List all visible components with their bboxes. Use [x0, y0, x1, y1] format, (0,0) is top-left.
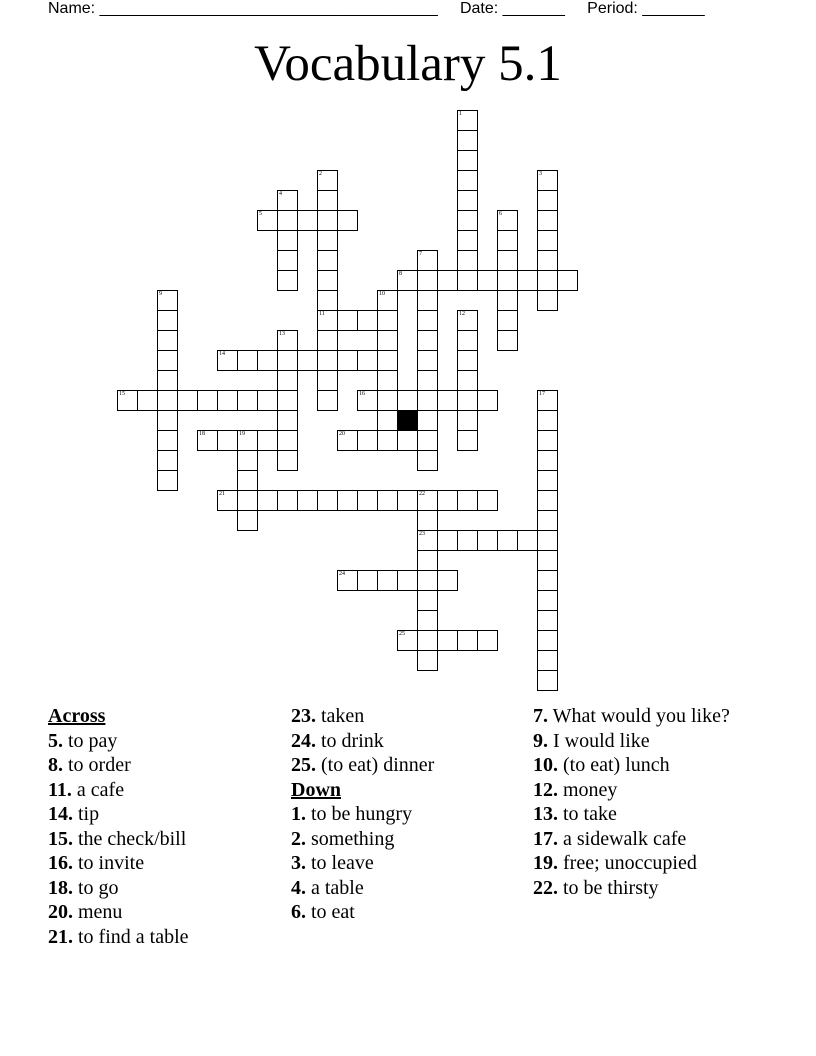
crossword-cell[interactable] [437, 630, 458, 651]
crossword-cell[interactable] [497, 310, 518, 331]
crossword-cell[interactable] [417, 390, 438, 411]
crossword-cell[interactable] [457, 210, 478, 231]
crossword-cell[interactable] [537, 250, 558, 271]
crossword-cell[interactable] [457, 170, 478, 191]
crossword-cell[interactable] [317, 330, 338, 351]
clue-down-7: 7. What would you like? [533, 705, 730, 727]
crossword-cell[interactable] [337, 430, 358, 451]
crossword-cell[interactable] [237, 430, 258, 451]
page-title: Vocabulary 5.1 [254, 36, 562, 92]
crossword-cell[interactable] [437, 490, 458, 511]
name-field[interactable]: Name: ______________________________________ [48, 0, 438, 17]
crossword-cell[interactable] [537, 570, 558, 591]
crossword-cell[interactable] [417, 290, 438, 311]
clue-across-25: 25. (to eat) dinner [291, 754, 435, 776]
crossword-cell[interactable] [537, 450, 558, 471]
clue-across-8: 8. to order [48, 754, 131, 776]
clue-across-15: 15. the check/bill [48, 827, 187, 850]
crossword-cell[interactable] [457, 270, 478, 291]
crossword-cell[interactable] [317, 370, 338, 391]
crossword-cell[interactable] [457, 350, 478, 371]
crossword-cell[interactable] [157, 390, 178, 411]
crossword-cell[interactable] [537, 510, 558, 531]
clue-across-24: 24. to drink [291, 729, 384, 752]
crossword-cell[interactable] [497, 530, 518, 551]
crossword-cell[interactable] [277, 350, 298, 371]
crossword-cell[interactable] [457, 130, 478, 151]
clue-number: 22 [419, 491, 425, 497]
crossword-cell[interactable] [277, 250, 298, 271]
crossword-cell[interactable] [317, 210, 338, 231]
crossword-cell[interactable] [397, 390, 418, 411]
crossword-cell[interactable] [437, 530, 458, 551]
clue-down-19: 19. free; unoccupied [533, 852, 697, 874]
clue-across-11: 11. a cafe [48, 778, 125, 801]
crossword-cell[interactable] [317, 250, 338, 271]
crossword-cell[interactable] [417, 370, 438, 391]
period-field[interactable]: Period: _______ [587, 0, 705, 17]
crossword-cell[interactable] [357, 570, 378, 591]
crossword-cell[interactable] [537, 170, 558, 191]
clue-number: 5 [259, 211, 262, 217]
crossword-cell[interactable] [317, 190, 338, 211]
date-field[interactable]: Date: _______ [459, 0, 565, 17]
crossword-cell[interactable] [477, 390, 498, 411]
crossword-cell[interactable] [277, 190, 298, 211]
clue-down-4: 4. a table [291, 876, 364, 899]
crossword-cell[interactable] [457, 410, 478, 431]
clue-down-1: 1. to be hungry [291, 803, 413, 825]
crossword-cell[interactable] [317, 230, 338, 251]
crossword-cell[interactable] [257, 350, 278, 371]
crossword-cell[interactable] [497, 330, 518, 351]
clue-down-2: 2. something [291, 827, 395, 850]
clue-number: 3 [539, 171, 542, 177]
crossword-cell[interactable] [377, 310, 398, 331]
crossword-cell[interactable] [257, 390, 278, 411]
crossword-cell[interactable] [417, 650, 438, 671]
crossword-cell[interactable] [257, 490, 278, 511]
crossword-cell[interactable] [397, 430, 418, 451]
crossword-cell[interactable] [217, 350, 238, 371]
crossword-cell[interactable] [497, 230, 518, 251]
crossword-cell[interactable] [377, 350, 398, 371]
crossword-cell[interactable] [377, 330, 398, 351]
crossword-cell[interactable] [457, 490, 478, 511]
crossword-cell[interactable] [557, 270, 578, 291]
clues-column-2 [291, 704, 531, 925]
crossword-cell[interactable] [537, 530, 558, 551]
crossword-cell[interactable] [437, 390, 458, 411]
crossword-cell[interactable] [457, 250, 478, 271]
crossword-cell[interactable] [397, 490, 418, 511]
crossword-cell[interactable] [157, 470, 178, 491]
crossword-cell[interactable] [537, 470, 558, 491]
crossword-cell[interactable] [277, 410, 298, 431]
crossword-cell[interactable] [417, 630, 438, 651]
crossword-cell[interactable] [457, 230, 478, 251]
crossword-cell[interactable] [237, 510, 258, 531]
crossword-cell[interactable] [217, 490, 238, 511]
clue-number: 1 [459, 111, 462, 117]
crossword-cell[interactable] [237, 390, 258, 411]
crossword-cell[interactable] [377, 410, 398, 431]
clue-number: 7 [419, 251, 422, 257]
crossword-cell[interactable] [357, 310, 378, 331]
crossword-cell[interactable] [357, 430, 378, 451]
crossword-cell[interactable] [337, 210, 358, 231]
crossword-cell[interactable] [377, 430, 398, 451]
crossword-cell[interactable] [277, 390, 298, 411]
crossword-cell[interactable] [277, 330, 298, 351]
crossword-cell[interactable] [337, 310, 358, 331]
crossword-cell[interactable] [297, 490, 318, 511]
crossword-cell[interactable] [197, 430, 218, 451]
crossword-cell[interactable] [397, 270, 418, 291]
crossword-cell[interactable] [417, 610, 438, 631]
crossword-cell[interactable] [537, 190, 558, 211]
crossword-cell[interactable] [437, 570, 458, 591]
crossword-cell[interactable] [417, 530, 438, 551]
crossword-cell[interactable] [417, 570, 438, 591]
crossword-cell[interactable] [217, 430, 238, 451]
clue-number: 10 [379, 291, 385, 297]
across-heading: Across [48, 705, 106, 727]
crossword-cell[interactable] [377, 570, 398, 591]
crossword-cell[interactable] [537, 430, 558, 451]
crossword-cell[interactable] [537, 410, 558, 431]
clue-number: 14 [219, 351, 225, 357]
crossword-cell[interactable] [497, 210, 518, 231]
clue-down-10: 10. (to eat) lunch [533, 754, 670, 776]
crossword-cell[interactable] [157, 350, 178, 371]
crossword-cell[interactable] [417, 490, 438, 511]
crossword-cell[interactable] [457, 190, 478, 211]
crossword-cell[interactable] [457, 370, 478, 391]
clue-down-22: 22. to be thirsty [533, 876, 659, 899]
down-heading: Down [291, 778, 342, 801]
clue-down-13: 13. to take [533, 803, 617, 825]
crossword-cell[interactable] [417, 410, 438, 431]
crossword-cell[interactable] [417, 270, 438, 291]
crossword-cell[interactable] [317, 350, 338, 371]
clue-number: 4 [279, 191, 282, 197]
crossword-cell[interactable] [397, 630, 418, 651]
clue-down-9: 9. I would like [533, 729, 650, 752]
crossword-cell[interactable] [537, 590, 558, 611]
crossword-cell[interactable] [117, 390, 138, 411]
clue-number: 20 [339, 431, 345, 437]
crossword-cell[interactable] [477, 630, 498, 651]
crossword-cell[interactable] [157, 450, 178, 471]
crossword-cell[interactable] [337, 570, 358, 591]
crossword-cell[interactable] [457, 430, 478, 451]
crossword-cell[interactable] [457, 110, 478, 131]
crossword-cell[interactable] [317, 170, 338, 191]
crossword-cell[interactable] [277, 210, 298, 231]
crossword-cell[interactable] [157, 410, 178, 431]
crossword-cell[interactable] [417, 250, 438, 271]
crossword-cell[interactable] [417, 330, 438, 351]
crossword-cell[interactable] [457, 530, 478, 551]
crossword-cell[interactable] [457, 630, 478, 651]
crossword-cell[interactable] [257, 430, 278, 451]
crossword-cell[interactable] [417, 510, 438, 531]
crossword-cell[interactable] [277, 270, 298, 291]
crossword-cell[interactable] [537, 610, 558, 631]
clue-down-17: 17. a sidewalk cafe [533, 827, 687, 850]
crossword-cell[interactable] [257, 210, 278, 231]
crossword-cell[interactable] [457, 150, 478, 171]
crossword-cell[interactable] [377, 490, 398, 511]
clues-column-1 [48, 704, 288, 949]
crossword-cell[interactable] [517, 270, 538, 291]
clue-number: 6 [499, 211, 502, 217]
crossword-cell[interactable] [417, 450, 438, 471]
crossword-cell[interactable] [157, 370, 178, 391]
crossword-cell[interactable] [537, 490, 558, 511]
clue-across-21: 21. to find a table [48, 925, 189, 948]
crossword-cell[interactable] [417, 310, 438, 331]
clue-number: 24 [339, 571, 345, 577]
clue-across-20: 20. menu [48, 901, 123, 923]
crossword-cell[interactable] [317, 270, 338, 291]
crossword-cell[interactable] [157, 310, 178, 331]
clue-number: 15 [119, 391, 125, 397]
crossword-cell[interactable] [357, 490, 378, 511]
clue-number: 23 [419, 531, 425, 537]
clue-across-14: 14. tip [48, 803, 100, 825]
crossword-cell[interactable] [237, 350, 258, 371]
crossword-cell[interactable] [537, 650, 558, 671]
crossword-cell[interactable] [317, 290, 338, 311]
crossword-cell[interactable] [377, 370, 398, 391]
clue-number: 21 [219, 491, 225, 497]
crossword-cell[interactable] [377, 390, 398, 411]
crossword-cell[interactable] [217, 390, 238, 411]
crossword-cell[interactable] [297, 350, 318, 371]
clue-across-18: 18. to go [48, 876, 119, 899]
crossword-cell[interactable] [477, 270, 498, 291]
crossword-cell[interactable] [297, 210, 318, 231]
clue-across-5: 5. to pay [48, 729, 118, 752]
crossword-cell[interactable] [457, 390, 478, 411]
clue-across-16: 16. to invite [48, 852, 145, 874]
crossword-cell[interactable] [157, 430, 178, 451]
clue-number: 13 [279, 331, 285, 337]
crossword-cell[interactable] [497, 250, 518, 271]
crossword-cell[interactable] [417, 350, 438, 371]
crossword-cell[interactable] [537, 550, 558, 571]
crossword-cell[interactable] [537, 210, 558, 231]
black-square [398, 411, 418, 431]
crossword-cell[interactable] [157, 330, 178, 351]
clue-number: 9 [159, 291, 162, 297]
crossword-cell[interactable] [157, 290, 178, 311]
crossword-cell[interactable] [137, 390, 158, 411]
crossword-cell[interactable] [397, 570, 418, 591]
crossword-cell[interactable] [357, 390, 378, 411]
crossword-cell[interactable] [337, 350, 358, 371]
clue-number: 17 [539, 391, 545, 397]
clue-across-23: 23. taken [291, 705, 365, 727]
crossword-cell[interactable] [537, 230, 558, 251]
crossword-cell[interactable] [417, 430, 438, 451]
clue-number: 25 [399, 631, 405, 637]
crossword-cell[interactable] [537, 270, 558, 291]
crossword-cell[interactable] [237, 450, 258, 471]
crossword-cell[interactable] [317, 310, 338, 331]
crossword-cell[interactable] [417, 590, 438, 611]
crossword-cell[interactable] [317, 490, 338, 511]
crossword-cell[interactable] [457, 310, 478, 331]
crossword-cell[interactable] [197, 390, 218, 411]
crossword-cell[interactable] [457, 330, 478, 351]
crossword-cell[interactable] [477, 490, 498, 511]
crossword-cell[interactable] [277, 230, 298, 251]
clue-number: 11 [319, 311, 325, 317]
clue-down-6: 6. to eat [291, 901, 355, 923]
crossword-cell[interactable] [237, 470, 258, 491]
clue-down-12: 12. money [533, 778, 618, 801]
crossword-cell[interactable] [417, 550, 438, 571]
clue-number: 2 [319, 171, 322, 177]
crossword-cell[interactable] [497, 290, 518, 311]
crossword-cell[interactable] [177, 390, 198, 411]
crossword-cell[interactable] [477, 530, 498, 551]
crossword-cell[interactable] [437, 270, 458, 291]
crossword-cell[interactable] [377, 290, 398, 311]
clue-number: 12 [459, 311, 465, 317]
clue-number: 16 [359, 391, 365, 397]
crossword-cell[interactable] [277, 370, 298, 391]
clue-number: 8 [399, 271, 402, 277]
clue-number: 19 [239, 431, 245, 437]
crossword-cell[interactable] [237, 490, 258, 511]
crossword-cell[interactable] [497, 270, 518, 291]
crossword-cell[interactable] [537, 670, 558, 691]
crossword-cell[interactable] [537, 290, 558, 311]
crossword-cell[interactable] [277, 490, 298, 511]
crossword-cell[interactable] [277, 450, 298, 471]
clue-down-3: 3. to leave [291, 852, 374, 874]
crossword-cell[interactable] [537, 390, 558, 411]
crossword-cell[interactable] [357, 350, 378, 371]
crossword-cell[interactable] [537, 630, 558, 651]
clue-number: 18 [199, 431, 205, 437]
crossword-cell[interactable] [337, 490, 358, 511]
clues-column-3 [533, 704, 773, 900]
crossword-cell[interactable] [517, 530, 538, 551]
crossword-cell[interactable] [317, 390, 338, 411]
crossword-cell[interactable] [277, 430, 298, 451]
